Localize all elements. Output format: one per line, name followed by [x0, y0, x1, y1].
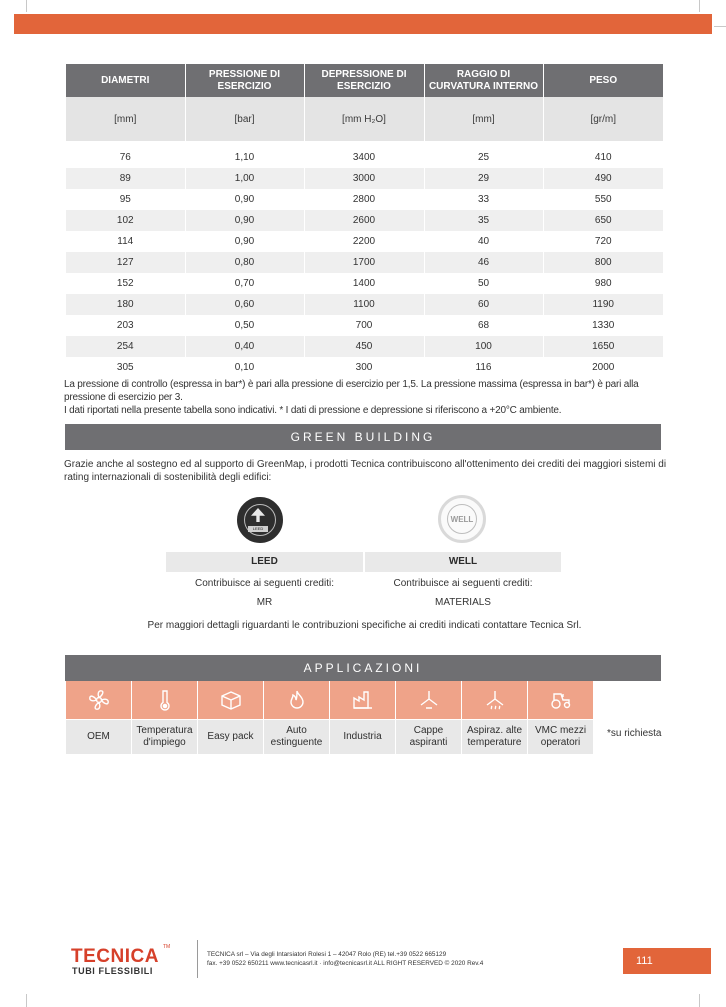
table-cell: 127 [66, 252, 185, 273]
table-cell: 3400 [304, 147, 424, 168]
table-row [66, 231, 663, 252]
table-cell: 0,10 [185, 357, 304, 378]
application-label: Easy pack [198, 720, 264, 754]
application-industria [330, 681, 396, 754]
footer-divider [197, 940, 198, 978]
table-cell: 1400 [304, 273, 424, 294]
table-cell: 1700 [304, 252, 424, 273]
table-cell: 60 [424, 294, 543, 315]
application-label: Industria [330, 720, 396, 754]
table-row [66, 357, 663, 378]
footer-address [207, 950, 483, 968]
fan-icon [66, 681, 132, 719]
well-logo-icon [438, 495, 486, 543]
crop-mark [26, 0, 27, 12]
applicazioni-title: APPLICAZIONI [65, 655, 661, 681]
well-credit: MATERIALS [435, 597, 491, 608]
hood-icon [396, 681, 462, 719]
application-label: VMC mezzi operatori [528, 720, 594, 754]
table-row [66, 273, 663, 294]
box-icon [198, 681, 264, 719]
green-building-title: GREEN BUILDING [65, 424, 661, 450]
leed-band-text: LEED [248, 526, 268, 532]
application-label: Temperatura d'impiego [132, 720, 198, 754]
table-row [66, 189, 663, 210]
table-cell: 3000 [304, 168, 424, 189]
table-cell: 203 [66, 315, 185, 336]
table-row [66, 147, 663, 168]
application-label: Aspiraz. alte temperature [462, 720, 528, 754]
table-cell: 2800 [304, 189, 424, 210]
table-cell: 410 [543, 147, 663, 168]
table-cell: 46 [424, 252, 543, 273]
header-diametri: DIAMETRI [66, 64, 185, 97]
table-cell: 89 [66, 168, 185, 189]
well-header: WELL [365, 552, 561, 572]
table-cell: 490 [543, 168, 663, 189]
table-cell: 0,60 [185, 294, 304, 315]
table-cell: 0,80 [185, 252, 304, 273]
note-line-2: I dati riportati nella presente tabella sono indicativi. * I dati di pressione e depressione si riferiscono a +20°C ambiente. [64, 405, 562, 416]
crop-mark [714, 26, 726, 27]
specs-header-row [66, 64, 663, 97]
flame-icon [264, 681, 330, 719]
table-row [66, 168, 663, 189]
hot-exhaust-icon [462, 681, 528, 719]
unit-cell: [gr/m] [543, 97, 663, 141]
table-cell: 800 [543, 252, 663, 273]
leed-header: LEED [166, 552, 363, 572]
application-label: Auto estinguente [264, 720, 330, 754]
application-aspiraz [462, 681, 528, 754]
table-cell: 40 [424, 231, 543, 252]
brand-logo: TECNICA [71, 946, 159, 967]
brand-subtitle: TUBI FLESSIBILI [72, 966, 153, 976]
leed-caption: Contribuisce ai seguenti crediti: [195, 578, 334, 589]
crop-mark [699, 0, 700, 12]
footer-address-line-2: fax. +39 0522 650211 www.tecnicasrl.it · info@tecnicasrl.it ALL RIGHT RESERVED © 2020 Rev.4 [207, 960, 484, 967]
table-row [66, 315, 663, 336]
table-cell: 152 [66, 273, 185, 294]
table-cell: 116 [424, 357, 543, 378]
specs-table [66, 64, 663, 378]
table-cell: 2000 [543, 357, 663, 378]
contact-note: Per maggiori dettagli riguardanti le contribuzioni specifiche ai crediti indicati contattare Tecnica Srl. [147, 620, 582, 631]
table-cell: 0,40 [185, 336, 304, 357]
table-cell: 0,70 [185, 273, 304, 294]
table-cell: 0,90 [185, 231, 304, 252]
header-pressione: PRESSIONE DI ESERCIZIO [185, 64, 304, 97]
table-cell: 1,00 [185, 168, 304, 189]
crop-mark [26, 994, 27, 1007]
applications-strip [66, 681, 594, 754]
table-cell: 980 [543, 273, 663, 294]
table-cell: 700 [304, 315, 424, 336]
crop-mark [699, 994, 700, 1007]
table-cell: 1,10 [185, 147, 304, 168]
unit-cell: [mm] [424, 97, 543, 141]
table-cell: 1190 [543, 294, 663, 315]
header-peso: PESO [543, 64, 663, 97]
unit-cell: [bar] [185, 97, 304, 141]
application-auto-estinguente [264, 681, 330, 754]
thermometer-icon [132, 681, 198, 719]
leed-logo-icon [237, 497, 283, 543]
table-cell: 550 [543, 189, 663, 210]
table-row [66, 210, 663, 231]
green-building-intro: Grazie anche al sostegno ed al supporto di GreenMap, i prodotti Tecnica contribuiscono all'ottenimento dei crediti dei maggiori sistemi di rating internazionali di sostenibilità degli edifici: [64, 459, 667, 483]
table-cell: 95 [66, 189, 185, 210]
application-label: Cappe aspiranti [396, 720, 462, 754]
page-number: 111 [623, 948, 711, 974]
table-row [66, 294, 663, 315]
table-cell: 50 [424, 273, 543, 294]
table-cell: 2200 [304, 231, 424, 252]
table-cell: 450 [304, 336, 424, 357]
table-cell: 29 [424, 168, 543, 189]
table-cell: 1100 [304, 294, 424, 315]
application-oem [66, 681, 132, 754]
table-cell: 1650 [543, 336, 663, 357]
header-depressione: DEPRESSIONE DI ESERCIZIO [304, 64, 424, 97]
table-cell: 114 [66, 231, 185, 252]
table-cell: 0,90 [185, 210, 304, 231]
table-cell: 76 [66, 147, 185, 168]
table-cell: 100 [424, 336, 543, 357]
table-cell: 68 [424, 315, 543, 336]
table-cell: 254 [66, 336, 185, 357]
well-caption: Contribuisce ai seguenti crediti: [393, 578, 533, 589]
table-cell: 35 [424, 210, 543, 231]
application-vmc [528, 681, 594, 754]
application-label: OEM [66, 720, 132, 754]
table-cell: 0,50 [185, 315, 304, 336]
table-cell: 300 [304, 357, 424, 378]
trademark-mark: TM [163, 944, 171, 950]
unit-cell: [mm H₂O] [304, 97, 424, 141]
unit-cell: [mm] [66, 97, 185, 141]
application-temperatura [132, 681, 198, 754]
footer-address-line-1: TECNICA srl – Via degli Intarsiatori Rolesi 1 – 42047 Rolo (RE) tel.+39 0522 665129 [207, 951, 447, 958]
table-cell: 33 [424, 189, 543, 210]
on-request-note: *su richiesta [607, 728, 662, 739]
note-line-1: La pressione di controllo (espressa in bar*) è pari alla pressione di esercizio per 1,5. La pressione massima (espressa in bar*) è pari alla pressione di esercizio per 3. [64, 379, 639, 403]
table-cell: 720 [543, 231, 663, 252]
table-cell: 650 [543, 210, 663, 231]
table-cell: 1330 [543, 315, 663, 336]
table-cell: 305 [66, 357, 185, 378]
table-cell: 25 [424, 147, 543, 168]
leed-credit: MR [256, 597, 273, 608]
units-row [66, 97, 663, 141]
top-accent-bar [14, 14, 712, 34]
table-cell: 0,90 [185, 189, 304, 210]
table-row [66, 252, 663, 273]
factory-icon [330, 681, 396, 719]
table-cell: 102 [66, 210, 185, 231]
table-cell: 2600 [304, 210, 424, 231]
table-cell: 180 [66, 294, 185, 315]
tractor-icon [528, 681, 594, 719]
header-raggio: RAGGIO DI CURVATURA INTERNO [424, 64, 543, 97]
table-row [66, 336, 663, 357]
application-easy-pack [198, 681, 264, 754]
well-logo-text: WELL [447, 504, 477, 534]
table-notes [64, 378, 674, 417]
application-cappe [396, 681, 462, 754]
